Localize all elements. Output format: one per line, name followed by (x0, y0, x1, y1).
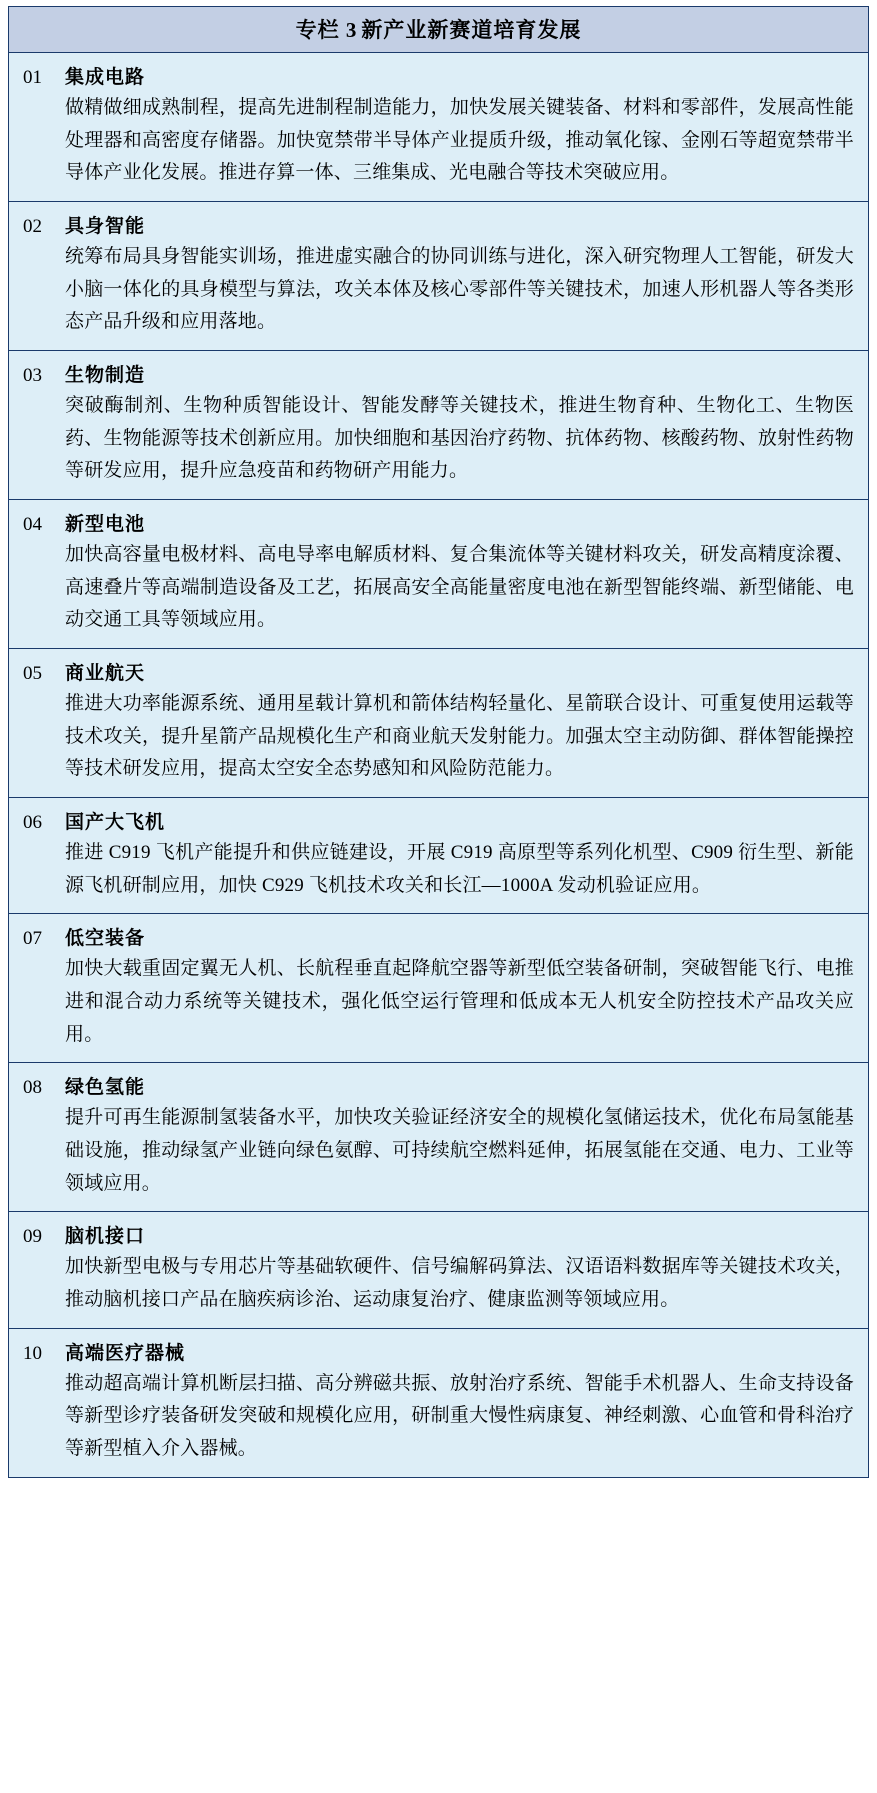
item-text: 推进大功率能源系统、通用星载计算机和箭体结构轻量化、星箭联合设计、可重复使用运载等技术攻关，提升星箭产品规模化生产和商业航天发射能力。加强太空主动防御、群体智能操控等技术研发应用，提高太空安全态势感知和风险防范能力。 (65, 693, 854, 780)
item-title: 生物制造 (65, 365, 146, 387)
box-body (9, 53, 868, 1477)
item-title-row (23, 1072, 854, 1099)
item-text: 提升可再生能源制氢装备水平，加快攻关验证经济安全的规模化氢储运技术，优化布局氢能基础设施，推动绿氢产业链向绿色氨醇、可持续航空燃料延伸，拓展氢能在交通、电力、工业等领域应用。 (65, 1107, 854, 1194)
box-header-number: 专栏 3 (295, 18, 358, 42)
item-title: 高端医疗器械 (65, 1342, 186, 1364)
item-text: 加快大载重固定翼无人机、长航程垂直起降航空器等新型低空装备研制，突破智能飞行、电推进和混合动力系统等关键技术，强化低空运行管理和低成本无人机安全防控技术产品攻关应用。 (65, 958, 854, 1045)
item-title: 集成电路 (65, 67, 146, 88)
list-item (9, 202, 868, 351)
box-header (9, 7, 868, 53)
item-title-row (23, 509, 854, 536)
item-title-row (23, 923, 854, 950)
item-title-row (23, 807, 854, 834)
item-number: 08 (23, 1077, 42, 1099)
item-title-row (23, 1221, 854, 1248)
item-title-row (23, 62, 854, 89)
item-text: 加快高容量电极材料、高电导率电解质材料、复合集流体等关键材料攻关，研发高精度涂覆、高速叠片等高端制造设备及工艺，拓展高安全高能量密度电池在新型智能终端、新型储能、电动交通工具等领域应用。 (65, 544, 854, 631)
item-text: 做精做细成熟制程，提高先进制程制造能力，加快发展关键装备、材料和零部件，发展高性能处理器和高密度存储器。加快宽禁带半导体产业提质升级，推动氧化镓、金刚石等超宽禁带半导体产业化发展。推进存算一体、三维集成、光电融合等技术突破应用。 (65, 97, 854, 184)
item-title: 低空装备 (65, 928, 146, 950)
item-text: 统筹布局具身智能实训场，推进虚实融合的协同训练与进化，深入研究物理人工智能，研发大小脑一体化的具身模型与算法，攻关本体及核心零部件等关键技术，加速人形机器人等各类形态产品升级和应用落地。 (65, 246, 854, 333)
item-number: 01 (23, 67, 42, 88)
item-number: 03 (23, 365, 42, 387)
item-title: 具身智能 (65, 216, 146, 238)
item-title: 国产大飞机 (65, 812, 166, 834)
item-number: 06 (23, 812, 42, 834)
item-title: 脑机接口 (65, 1226, 146, 1248)
box-header-title: 新产业新赛道培育发展 (361, 18, 582, 42)
list-item (9, 53, 868, 202)
item-text: 推动超高端计算机断层扫描、高分辨磁共振、放射治疗系统、智能手术机器人、生命支持设备等新型诊疗装备研发突破和规模化应用，研制重大慢性病康复、神经刺激、心血管和骨科治疗等新型植入介入器械。 (65, 1372, 854, 1460)
item-text: 推进 C919 飞机产能提升和供应链建设，开展 C919 高原型等系列化机型、C909 衍生型、新能源飞机研制应用，加快 C929 飞机技术攻关和长江—1000A 发动机验证应用。 (65, 842, 854, 896)
item-title-row (23, 658, 854, 685)
item-number: 04 (23, 514, 42, 536)
feature-box (8, 6, 869, 1478)
item-title-row (23, 360, 854, 387)
item-title: 新型电池 (65, 514, 146, 536)
item-title-row (23, 1338, 854, 1365)
item-number: 10 (23, 1342, 42, 1364)
list-item (9, 1329, 868, 1477)
item-title: 绿色氢能 (65, 1077, 146, 1099)
list-item (9, 1063, 868, 1212)
item-title-row (23, 211, 854, 238)
list-item (9, 798, 868, 914)
list-item (9, 649, 868, 798)
list-item (9, 914, 868, 1063)
item-text: 加快新型电极与专用芯片等基础软硬件、信号编解码算法、汉语语料数据库等关键技术攻关，推动脑机接口产品在脑疾病诊治、运动康复治疗、健康监测等领域应用。 (65, 1256, 854, 1311)
list-item (9, 1212, 868, 1328)
list-item (9, 500, 868, 649)
item-number: 02 (23, 216, 42, 238)
list-item (9, 351, 868, 500)
item-title: 商业航天 (65, 663, 146, 685)
item-number: 05 (23, 663, 42, 685)
item-text: 突破酶制剂、生物种质智能设计、智能发酵等关键技术，推进生物育种、生物化工、生物医药、生物能源等技术创新应用。加快细胞和基因治疗药物、抗体药物、核酸药物、放射性药物等研发应用，提升应急疫苗和药物研产用能力。 (65, 395, 854, 482)
item-number: 09 (23, 1226, 42, 1248)
item-number: 07 (23, 928, 42, 950)
